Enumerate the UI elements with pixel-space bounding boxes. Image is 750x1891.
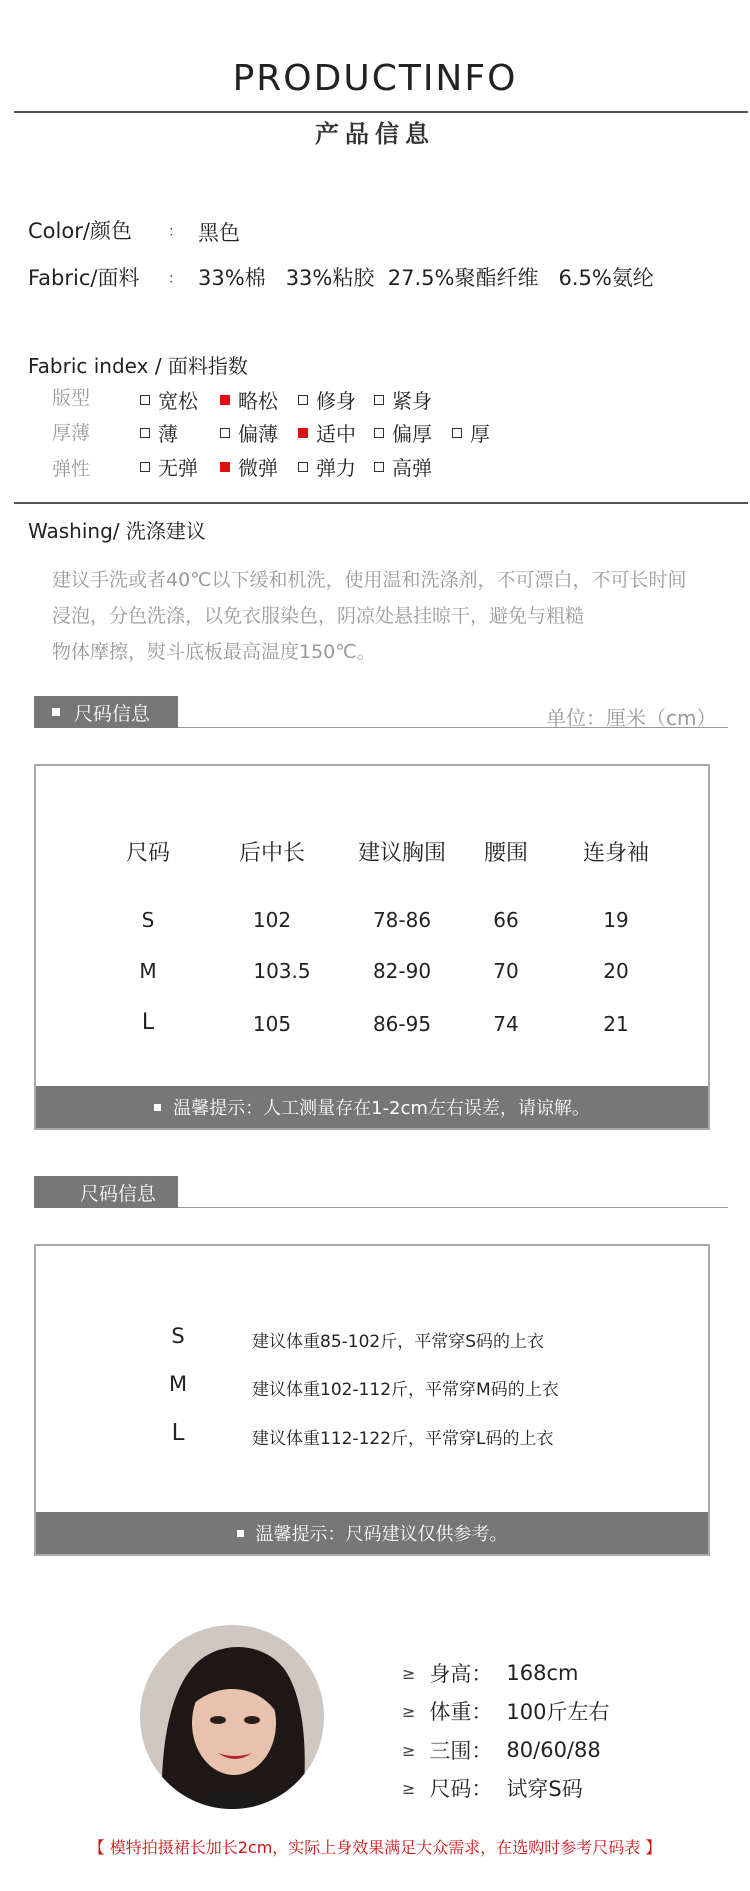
index-name-elasticity: 弹性: [52, 458, 91, 480]
checkbox-icon: [374, 428, 384, 438]
model-info-line: ≥ 体重： 100斤左右: [402, 1700, 610, 1724]
chevron-right-icon: ≥: [402, 1663, 416, 1683]
table-cell: 66: [493, 908, 519, 932]
color-colon: ：: [168, 224, 182, 240]
chevron-right-icon: ≥: [402, 1740, 416, 1760]
checkbox-checked-icon: [220, 395, 230, 405]
table-cell: 19: [603, 908, 629, 932]
model-info-line: ≥ 三围： 80/60/88: [402, 1738, 601, 1763]
checkbox-icon: [220, 428, 230, 438]
table-cell: L: [141, 1010, 155, 1035]
washing-line: 浸泡，分色洗涤，以免衣服染色，阴凉处悬挂晾干，避免与粗糙: [52, 605, 585, 627]
checkbox-icon: [374, 395, 384, 405]
table-header: 连身袖: [582, 841, 649, 866]
option-medium: 适中: [298, 418, 356, 447]
size-table-card: [34, 764, 710, 1130]
size-rec-card: [34, 1244, 710, 1556]
option-slightly-thick: 偏厚: [374, 418, 432, 447]
size-info-tag: 尺码信息: [34, 696, 178, 728]
table-cell: 78-86: [372, 908, 432, 932]
table-header: 尺码: [125, 841, 170, 866]
option-slightly-thin: 偏薄: [220, 418, 278, 447]
option-thin: 薄: [140, 418, 178, 447]
table-cell: 102: [252, 908, 292, 932]
option-tight: 紧身: [374, 385, 432, 414]
chevron-right-icon: ≥: [402, 1778, 416, 1798]
bullet-icon: [154, 1104, 161, 1111]
page-title-cn: 产品信息: [315, 120, 435, 148]
checkbox-icon: [140, 395, 150, 405]
washing-title: Washing/ 洗涤建议: [28, 519, 206, 543]
model-info-line: ≥ 尺码： 试穿S码: [402, 1777, 583, 1801]
rec-text: 建议体重102-112斤，平常穿M码的上衣: [252, 1380, 559, 1400]
tip-bar: 温馨提示：人工测量存在1-2cm左右误差，请谅解。: [36, 1086, 708, 1128]
size-rec-tag: 尺码信息: [34, 1176, 178, 1208]
checkbox-checked-icon: [220, 462, 230, 472]
option-high-stretch: 高弹: [374, 452, 432, 481]
chevron-right-icon: ≥: [402, 1701, 416, 1721]
washing-line: 物体摩擦，熨斗底板最高温度150℃。: [52, 641, 376, 663]
rec-size: S: [171, 1324, 185, 1348]
table-cell: 105: [252, 1012, 292, 1036]
table-cell: 103.5: [253, 959, 311, 983]
rec-size: M: [168, 1372, 188, 1396]
tip-bar: 温馨提示：尺码建议仅供参考。: [36, 1512, 708, 1554]
table-cell: S: [141, 908, 155, 932]
checkbox-icon: [374, 462, 384, 472]
table-cell: 74: [493, 1012, 519, 1036]
color-label: Color/颜色: [28, 219, 132, 243]
divider: [14, 111, 748, 113]
divider: [14, 502, 748, 504]
checkbox-icon: [298, 395, 308, 405]
rec-size: L: [171, 1420, 185, 1446]
tag-underline: [178, 1207, 728, 1208]
fabric-label: Fabric/面料: [28, 266, 140, 290]
unit-label: 单位：厘米（cm）: [546, 706, 717, 730]
table-cell: 70: [493, 959, 519, 983]
option-thick: 厚: [452, 418, 490, 447]
option-stretch: 弹力: [298, 452, 356, 481]
washing-line: 建议手洗或者40℃以下缓和机洗，使用温和洗涤剂，不可漂白，不可长时间: [52, 569, 687, 591]
table-cell: 21: [603, 1012, 629, 1036]
rec-text: 建议体重85-102斤，平常穿S码的上衣: [252, 1332, 545, 1352]
page-title-en: PRODUCTINFO: [232, 58, 518, 99]
checkbox-icon: [298, 462, 308, 472]
model-info-line: ≥ 身高： 168cm: [402, 1661, 579, 1686]
rec-text: 建议体重112-122斤，平常穿L码的上衣: [252, 1429, 554, 1449]
table-header: 后中长: [238, 841, 305, 866]
checkbox-icon: [140, 462, 150, 472]
option-slight-stretch: 微弹: [220, 452, 278, 481]
model-footnote: 【 模特拍摄裙长加长2cm，实际上身效果满足大众需求，在选购时参考尺码表 】: [88, 1838, 662, 1857]
table-cell: M: [139, 959, 157, 983]
table-header: 腰围: [483, 841, 528, 866]
bullet-icon: [237, 1530, 244, 1537]
table-cell: 20: [603, 959, 629, 983]
checkbox-checked-icon: [298, 428, 308, 438]
fabric-index-title: Fabric index / 面料指数: [28, 354, 248, 378]
option-slightly-loose: 略松: [220, 385, 278, 414]
table-cell: 82-90: [372, 959, 432, 983]
fabric-value: 33%棉 33%粘胶 27.5%聚酯纤维 6.5%氨纶: [198, 266, 654, 290]
table-header: 建议胸围: [357, 841, 446, 866]
option-loose: 宽松: [140, 385, 198, 414]
index-name-fit: 版型: [52, 387, 91, 409]
fabric-colon: ：: [168, 271, 182, 287]
bullet-icon: [52, 708, 60, 716]
option-no-stretch: 无弹: [140, 452, 198, 481]
checkbox-icon: [140, 428, 150, 438]
color-value: 黑色: [198, 221, 240, 245]
option-slim: 修身: [298, 385, 356, 414]
index-name-thickness: 厚薄: [52, 422, 91, 444]
checkbox-icon: [452, 428, 462, 438]
table-cell: 86-95: [372, 1012, 432, 1036]
model-photo: [140, 1625, 324, 1809]
